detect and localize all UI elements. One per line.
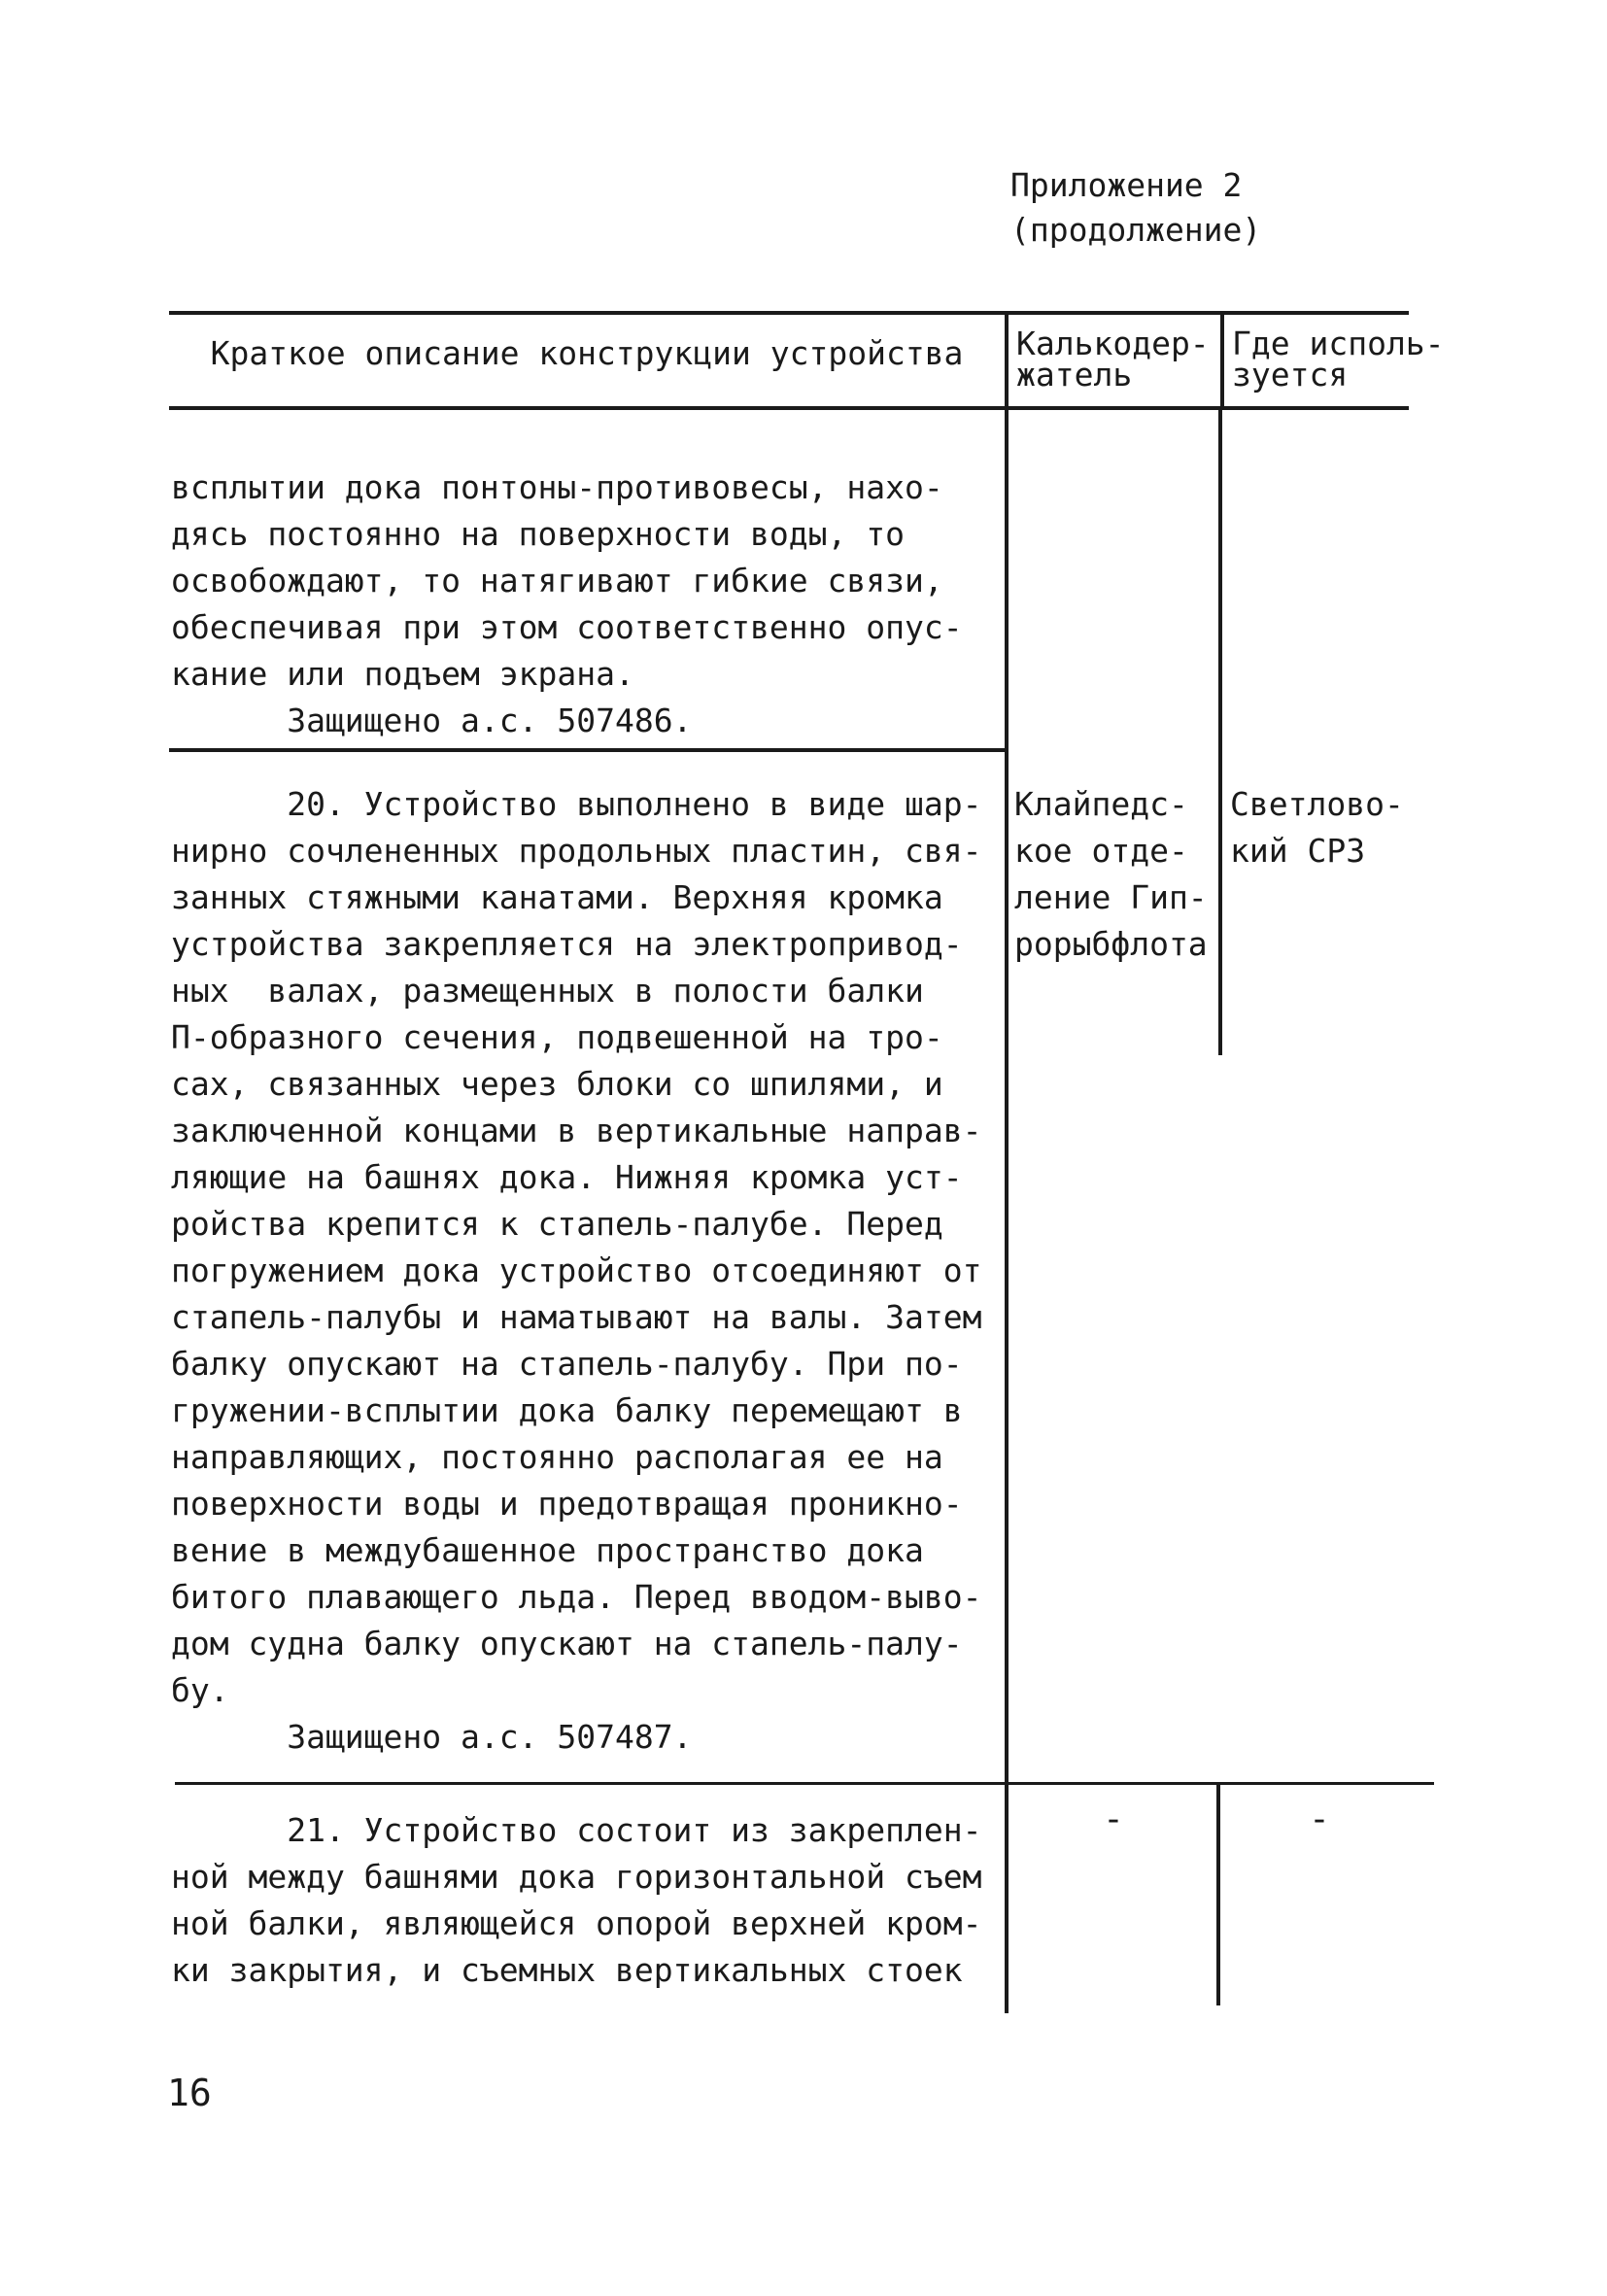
row-divider — [175, 1782, 1434, 1785]
table-row-holder: Клайпедс- кое отде- ление Гип- рорыбфлота — [1014, 785, 1208, 963]
column-header-holder: Калькодер- жатель — [1016, 325, 1210, 394]
table-row-description: 21. Устройство состоит из закреплен- ной между башнями дока горизонтальной съем ной балки, являющейся опорой верхней кром- ки закрытия, и съемных вертикальных стоек — [171, 1811, 982, 1989]
header-bottom-rule — [169, 406, 1409, 410]
table-row-holder: - — [1103, 1799, 1124, 1839]
appendix-label: Приложение 2 — [1010, 166, 1243, 204]
row-divider — [169, 748, 1005, 752]
appendix-continuation-label: (продолжение) — [1010, 211, 1262, 249]
column-header-usage: Где исполь- зуется — [1232, 325, 1445, 394]
table-row-description: 20. Устройство выполнено в виде шар- нирно сочлененных продольных пластин, свя- занных стяжными канатами. Верхняя кромка устройства закрепляется на электропривод- ных валах, размещенных в полости балки П-образного сечения, подвешенной на тро- сах, связанных через блоки со шпилями, и заключенной концами в вертикальные направ- ляющие на башнях дока. Нижняя кромка уст- ройства крепится к стапель-палубе. Перед погружением дока устройство отсоединяют от стапель-палубы и наматывают на валы. Затем балку опускают на стапель-палубу. При по- гружении-всплытии дока балку перемещают в направляющих, постоянно располагая ее на поверхности воды и предотвращая проникно- вение в междубашенное пространство дока битого плавающего льда. Перед вводом-выво- дом судна балку опускают на стапель-палу- бу. Защищено а.с. 507487. — [171, 785, 982, 1756]
column-divider — [1220, 311, 1224, 406]
column-divider — [1218, 406, 1222, 1055]
column-divider — [1005, 311, 1009, 2013]
column-divider — [1216, 1782, 1220, 2005]
page-number: 16 — [167, 2072, 212, 2114]
table-row-usage: - — [1309, 1799, 1330, 1839]
table-row-description: всплытии дока понтоны-противовесы, нахо- дясь постоянно на поверхности воды, то освобождают, то натягивают гибкие связи, обеспечивая при этом соответственно опус- кание или подъем экрана. Защищено а.с. 507486. — [171, 468, 963, 739]
appendix-caption — [1010, 163, 1261, 253]
table-row-usage: Светлово- кий СРЗ — [1230, 785, 1404, 870]
column-header-description: Краткое описание конструкции устройства — [210, 334, 964, 372]
